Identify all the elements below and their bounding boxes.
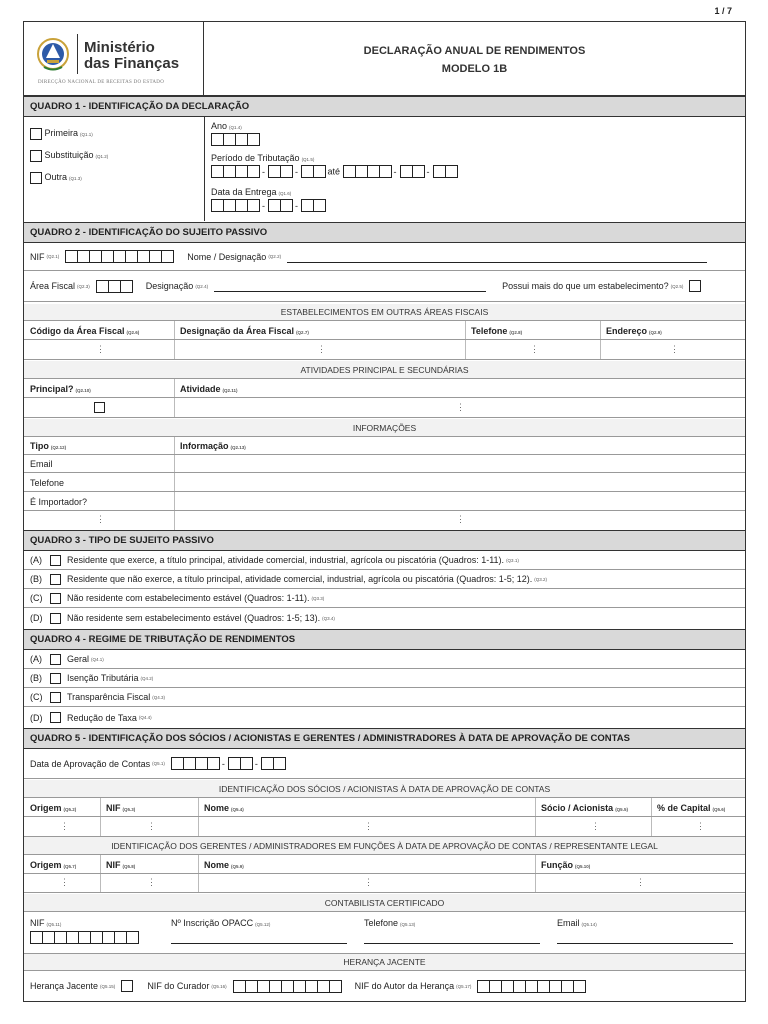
periodo-start-year[interactable]	[211, 165, 259, 178]
q3-option-d	[24, 608, 745, 628]
q3-d-checkbox[interactable]	[50, 613, 61, 624]
ativ-row	[24, 398, 745, 418]
outra-checkbox[interactable]	[30, 172, 42, 184]
ref: (Q5.11)	[46, 922, 62, 927]
more-icon[interactable]: ⋮	[147, 877, 156, 887]
principal-checkbox[interactable]	[94, 402, 105, 413]
estab-subheader: ESTABELECIMENTOS EM OUTRAS ÁREAS FISCAIS	[24, 304, 745, 321]
area-fiscal-input[interactable]	[96, 280, 132, 293]
area-fiscal-label: Área Fiscal	[30, 281, 76, 291]
letter: (B)	[30, 574, 42, 584]
form-title-block	[204, 42, 745, 78]
q3-a-label: Residente que exerce, a título principal, atividade comercial, industrial, agrícola ou piscatória (Quadros: 1-11).	[67, 555, 505, 565]
ref: (Q2.10)	[75, 388, 91, 393]
col-origem: Origem	[30, 803, 62, 813]
primeira-label: Primeira	[44, 128, 79, 138]
info-row	[24, 511, 745, 530]
ref: (Q3.1)	[506, 557, 519, 563]
nome-label: Nome / Designação	[187, 251, 267, 262]
more-icon[interactable]: ⋮	[636, 877, 645, 887]
data-aprovacao-row: Data de Aprovação de Contas (Q5.1) - -	[24, 749, 745, 779]
ativ-col-headers	[24, 379, 745, 398]
q3-option-a	[24, 551, 745, 570]
gerentes-subheader: IDENTIFICAÇÃO DOS GERENTES / ADMINISTRADORES EM FUNÇÕES À DATA DE APROVAÇÃO DE CONTAS / REPRESENTANTE LEGAL	[24, 837, 745, 855]
periodo-end-month[interactable]	[400, 165, 424, 178]
more-icon[interactable]: ⋮	[530, 344, 539, 354]
q4-c-checkbox[interactable]	[50, 692, 61, 703]
coat-of-arms-icon	[36, 34, 70, 74]
ministry-line1: Ministério	[84, 39, 155, 56]
primeira-checkbox[interactable]	[30, 128, 42, 140]
nif-row	[24, 243, 745, 271]
more-icon[interactable]: ⋮	[60, 821, 69, 831]
col-designacao: Designação da Área Fiscal	[180, 326, 295, 336]
ano-input[interactable]	[211, 133, 259, 146]
q4-a-label: Geral	[67, 654, 90, 664]
ref: (Q4.1)	[91, 656, 104, 662]
ref: (Q5.12)	[255, 922, 271, 927]
info-row	[24, 455, 745, 473]
q3-c-checkbox[interactable]	[50, 593, 61, 604]
contab-tel-input[interactable]	[364, 928, 540, 944]
form-header	[24, 22, 745, 96]
more-icon[interactable]: ⋮	[696, 821, 705, 831]
col-nif: NIF	[106, 860, 121, 870]
q3-c-label: Não residente com estabelecimento estável (Quadros: 1-11).	[67, 593, 310, 603]
ref: (Q1.4)	[229, 125, 242, 130]
tipo-importador: É Importador?	[30, 497, 88, 507]
col-endereco: Endereço	[606, 326, 648, 336]
more-icon[interactable]: ⋮	[317, 344, 326, 354]
ref: (Q5.5)	[615, 807, 628, 812]
periodo-start-month[interactable]	[268, 165, 292, 178]
ref: (Q5.2)	[63, 807, 77, 812]
letter: (A)	[30, 654, 42, 664]
aprovacao-year[interactable]	[171, 757, 219, 770]
ano-field	[211, 121, 259, 146]
ref: (Q2.2)	[268, 254, 282, 259]
col-origem: Origem	[30, 860, 62, 870]
q1-body	[24, 117, 745, 221]
letter: (D)	[30, 712, 43, 723]
col-codigo: Código da Área Fiscal	[30, 326, 125, 336]
ref: (Q5.9)	[231, 864, 244, 869]
ref: (Q5.16)	[211, 983, 227, 989]
q4-c-label: Transparência Fiscal	[67, 692, 151, 702]
q4-d-label: Redução de Taxa	[67, 712, 137, 723]
q5-header: QUADRO 5 - IDENTIFICAÇÃO DOS SÓCIOS / ACIONISTAS E GERENTES / ADMINISTRADORES À DATA DE APROVAÇÃO DE CONTAS	[24, 728, 745, 749]
ref: (Q2.12)	[50, 445, 67, 450]
ministry-subtitle: DIRECÇÃO NACIONAL DE RECEITAS DO ESTADO	[38, 80, 165, 85]
socios-col-headers	[24, 798, 745, 817]
nif-label: NIF	[30, 251, 45, 262]
letter: (D)	[30, 613, 43, 623]
ref: (Q5.3)	[122, 807, 136, 812]
socios-row	[24, 817, 745, 837]
ref: (Q1.6)	[278, 191, 292, 196]
ref: (Q2.4)	[195, 283, 209, 289]
ate-label: até	[327, 166, 341, 177]
q3-b-checkbox[interactable]	[50, 574, 61, 585]
col-socio: Sócio / Acionista	[541, 803, 614, 813]
page-number: 1 / 7	[714, 6, 732, 16]
gerentes-row	[24, 874, 745, 893]
possui-checkbox[interactable]	[689, 280, 701, 292]
aprovacao-month[interactable]	[228, 757, 252, 770]
data-entrega-field: Data da Entrega (Q1.6) - -	[211, 187, 325, 212]
ref: (Q2.8)	[509, 330, 523, 335]
q1-header: QUADRO 1 - IDENTIFICAÇÃO DA DECLARAÇÃO	[24, 96, 745, 117]
opacc-label: Nº Inscrição OPACC	[171, 918, 254, 928]
tipo-email: Email	[30, 459, 53, 469]
info-row	[24, 492, 745, 511]
heranca-checkbox[interactable]	[121, 980, 133, 992]
form-model: MODELO 1B	[441, 63, 508, 75]
more-icon[interactable]: ⋮	[456, 514, 465, 524]
ref: (Q1.3)	[69, 176, 82, 181]
ref: (Q3.3)	[311, 595, 325, 601]
nif-curador-label: NIF do Curador	[147, 981, 210, 991]
more-icon[interactable]: ⋮	[96, 344, 105, 354]
ref: (Q5.4)	[231, 807, 244, 812]
ref: (Q2.13)	[230, 445, 246, 450]
gerentes-col-headers	[24, 855, 745, 874]
estab-row	[24, 340, 745, 360]
col-principal: Principal?	[30, 384, 74, 394]
q4-header: QUADRO 4 - REGIME DE TRIBUTAÇÃO DE RENDIMENTOS	[24, 629, 745, 650]
contab-email-input[interactable]	[557, 928, 733, 944]
data-entrega-label: Data da Entrega	[211, 187, 277, 197]
ministry-line2: das Finanças	[84, 55, 180, 72]
ref: (Q3.2)	[534, 576, 548, 582]
ref: (Q1.2)	[95, 154, 109, 159]
q4-option-d	[24, 707, 745, 728]
designacao-label: Designação	[145, 281, 194, 291]
periodo-end-year[interactable]	[343, 165, 391, 178]
letter: (C)	[30, 593, 43, 603]
q4-option-a	[24, 650, 745, 669]
ref: (Q2.3)	[77, 283, 90, 289]
q4-a-checkbox[interactable]	[50, 654, 61, 665]
q4-b-checkbox[interactable]	[50, 673, 61, 684]
entrega-month[interactable]	[268, 199, 292, 212]
ref: (Q4.2)	[140, 675, 154, 681]
letter: (C)	[30, 692, 43, 702]
aprovacao-day[interactable]	[261, 757, 285, 770]
contab-nif-input[interactable]	[30, 931, 138, 944]
q2-header: QUADRO 2 - IDENTIFICAÇÃO DO SUJEITO PASSIVO	[24, 222, 745, 243]
contab-subheader: CONTABILISTA CERTIFICADO	[24, 894, 745, 912]
nif-curador-input[interactable]	[233, 980, 341, 993]
ref: (Q2.7)	[296, 330, 309, 335]
declaration-type-group	[30, 123, 108, 189]
info-col-headers	[24, 437, 745, 455]
col-nome: Nome	[204, 803, 230, 813]
possui-label: Possui mais do que um estabelecimento?	[502, 281, 669, 291]
declaration-form	[23, 21, 746, 1002]
substituicao-label: Substituição	[44, 150, 94, 160]
designacao-input[interactable]	[214, 280, 486, 292]
info-row	[24, 473, 745, 492]
form-title: DECLARAÇÃO ANUAL DE RENDIMENTOS	[363, 45, 586, 57]
more-icon[interactable]: ⋮	[456, 402, 465, 412]
nif-autor-label: NIF do Autor da Herança	[354, 981, 455, 991]
ref: (Q5.10)	[575, 864, 591, 869]
ref: (Q5.1)	[152, 761, 165, 766]
q4-b-label: Isenção Tributária	[67, 673, 139, 683]
col-nome: Nome	[204, 860, 230, 870]
ref: (Q4.4)	[138, 715, 152, 720]
col-informacao: Informação	[180, 441, 229, 451]
heranca-label: Herança Jacente	[30, 981, 99, 991]
ref: (Q2.9)	[649, 330, 662, 335]
ministry-name	[84, 40, 179, 72]
logo-area	[24, 22, 204, 96]
col-tipo: Tipo	[30, 441, 49, 451]
ref: (Q2.5)	[670, 283, 684, 289]
periodo-label: Período de Tributação	[211, 153, 300, 163]
q4-option-c	[24, 688, 745, 707]
ref: (Q3.4)	[322, 615, 335, 621]
col-telefone: Telefone	[471, 326, 508, 336]
ref: (Q5.7)	[63, 864, 77, 869]
periodo-end-day[interactable]	[433, 165, 457, 178]
ref: (Q5.14)	[581, 922, 597, 927]
ativ-subheader: ATIVIDADES PRINCIPAL E SECUNDÁRIAS	[24, 361, 745, 379]
more-icon[interactable]: ⋮	[96, 514, 105, 524]
socios-subheader: IDENTIFICAÇÃO DOS SÓCIOS / ACIONISTAS À DATA DE APROVAÇÃO DE CONTAS	[24, 780, 745, 798]
more-icon[interactable]: ⋮	[60, 877, 69, 887]
more-icon[interactable]: ⋮	[364, 877, 373, 887]
ref: (Q5.15)	[100, 983, 116, 989]
q3-d-label: Não residente sem estabelecimento estável (Quadros: 1-5; 13).	[67, 613, 321, 623]
nif-input[interactable]	[65, 250, 173, 263]
q4-d-checkbox[interactable]	[50, 712, 61, 723]
q3-a-checkbox[interactable]	[50, 555, 61, 566]
ref: (Q1.5)	[301, 157, 315, 162]
contab-tel-label: Telefone	[364, 918, 399, 928]
nome-input[interactable]	[287, 251, 707, 263]
q3-option-b	[24, 570, 745, 589]
opacc-input[interactable]	[171, 928, 347, 944]
ref: (Q5.13)	[400, 922, 416, 927]
estab-col-headers	[24, 321, 745, 340]
letter: (A)	[30, 555, 42, 565]
ref: (Q5.6)	[712, 807, 726, 812]
more-icon[interactable]: ⋮	[591, 821, 600, 831]
contab-row	[24, 912, 745, 954]
col-funcao: Função	[541, 860, 574, 870]
contab-nif-label: NIF	[30, 918, 45, 928]
entrega-day[interactable]	[301, 199, 325, 212]
more-icon[interactable]: ⋮	[147, 821, 156, 831]
ref: (Q2.11)	[222, 388, 238, 393]
col-nif: NIF	[106, 803, 121, 813]
tipo-telefone: Telefone	[30, 478, 65, 488]
q3-b-label: Residente que não exerce, a título principal, atividade comercial, industrial, agrícola ou piscatória (Quadros: 1-5; 12).	[67, 574, 533, 584]
ref: (Q2.6)	[126, 330, 140, 335]
letter: (B)	[30, 673, 42, 683]
more-icon[interactable]: ⋮	[364, 821, 373, 831]
ano-label: Ano	[211, 121, 228, 131]
periodo-field: Período de Tributação (Q1.5) - - até - -	[211, 153, 457, 178]
contab-email-label: Email	[557, 918, 580, 928]
info-subheader: INFORMAÇÕES	[24, 419, 745, 437]
q3-header: QUADRO 3 - TIPO DE SUJEITO PASSIVO	[24, 530, 745, 551]
outra-label: Outra	[44, 172, 68, 182]
data-aprovacao-label: Data de Aprovação de Contas	[30, 758, 151, 769]
ref: (Q2.1)	[46, 254, 60, 259]
ref: (Q5.17)	[456, 983, 472, 989]
col-atividade: Atividade	[180, 384, 221, 394]
ref: (Q4.3)	[152, 694, 165, 700]
ref: (Q1.1)	[80, 132, 93, 137]
nif-autor-input[interactable]	[477, 980, 585, 993]
col-capital: % de Capital	[657, 803, 711, 813]
periodo-start-day[interactable]	[301, 165, 325, 178]
q3-option-c	[24, 589, 745, 608]
area-fiscal-row	[24, 271, 745, 302]
heranca-row	[24, 971, 745, 1001]
substituicao-checkbox[interactable]	[30, 150, 42, 162]
ref: (Q5.8)	[122, 864, 136, 869]
q4-option-b	[24, 669, 745, 688]
more-icon[interactable]: ⋮	[670, 344, 679, 354]
heranca-subheader: HERANÇA JACENTE	[24, 954, 745, 971]
entrega-year[interactable]	[211, 199, 259, 212]
